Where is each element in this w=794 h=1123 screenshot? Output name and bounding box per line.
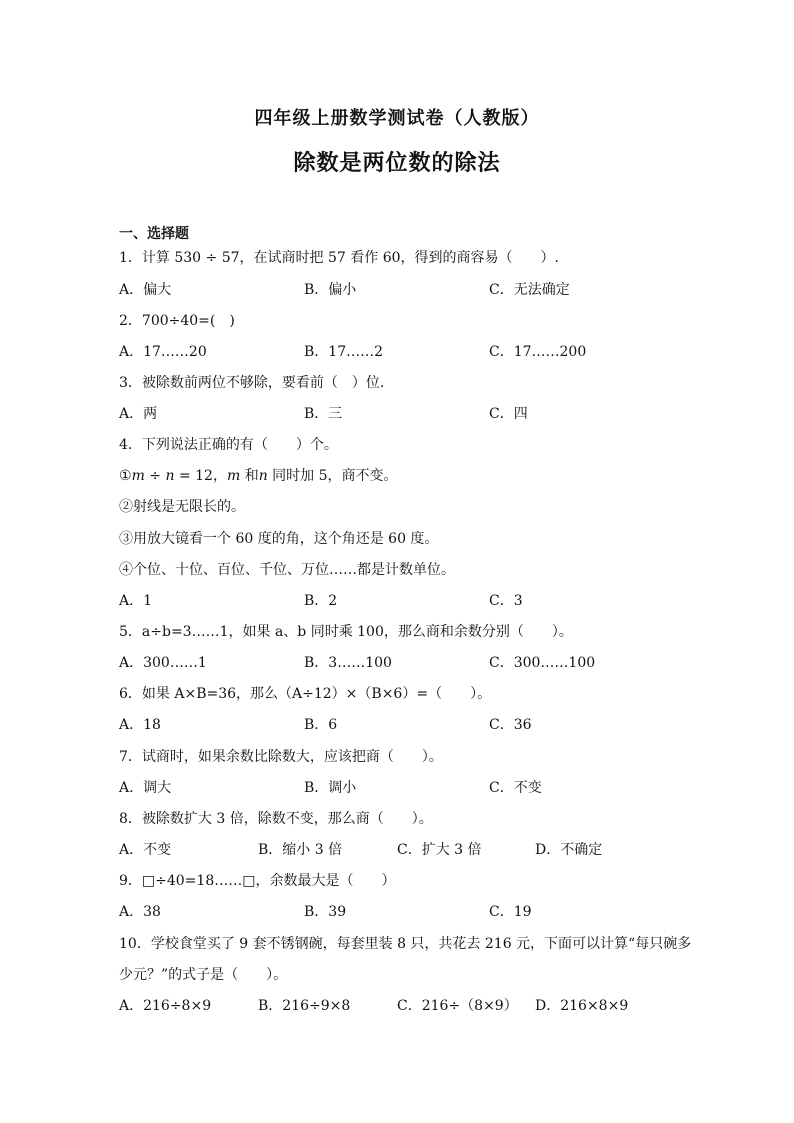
q10-option-d: D．216×8×9 bbox=[535, 998, 629, 1014]
q4-s1-var-n2: n bbox=[258, 468, 268, 484]
question-4: 4．下列说法正确的有（ ）个。 bbox=[119, 437, 338, 453]
q4-statement-4: ④个位、十位、百位、千位、万位……都是计数单位。 bbox=[119, 562, 455, 578]
q6-option-c: C．36 bbox=[489, 717, 532, 733]
q4-statement-3: ③用放大镜看一个 60 度的角，这个角还是 60 度。 bbox=[119, 531, 439, 547]
question-6: 6．如果 A×B=36，那么（A÷12）×（B×6）=（ ）。 bbox=[119, 686, 492, 702]
question-3: 3．被除数前两位不够除，要看前（ ）位. bbox=[119, 375, 385, 391]
q4-option-a: A．1 bbox=[119, 593, 153, 609]
q9-option-c: C．19 bbox=[489, 904, 532, 920]
q8-option-b: B．缩小 3 倍 bbox=[258, 842, 343, 858]
section-heading: 一、选择题 bbox=[119, 226, 189, 242]
exam-title: 四年级上册数学测试卷（人教版） bbox=[254, 108, 540, 129]
q3-option-c: C．四 bbox=[489, 406, 528, 422]
q9-option-a: A．38 bbox=[119, 904, 161, 920]
q3-option-b: B．三 bbox=[304, 406, 343, 422]
q1-option-a: A．偏大 bbox=[119, 282, 172, 298]
q4-s1-prefix: ① bbox=[119, 468, 132, 484]
question-7: 7．试商时，如果余数比除数大，应该把商（ ）。 bbox=[119, 749, 443, 765]
q4-option-c: C．3 bbox=[489, 593, 523, 609]
q10-option-b: B．216÷9×8 bbox=[258, 998, 351, 1014]
q5-option-a: A．300……1 bbox=[119, 655, 207, 671]
q4-option-b: B．2 bbox=[304, 593, 338, 609]
q4-s1-tail: 同时加 5，商不变。 bbox=[267, 468, 398, 484]
q3-option-a: A．两 bbox=[119, 406, 158, 422]
q5-option-b: B．3……100 bbox=[304, 655, 392, 671]
q2-option-c: C．17……200 bbox=[489, 344, 587, 360]
q2-option-b: B．17……2 bbox=[304, 344, 384, 360]
q7-option-c: C．不变 bbox=[489, 780, 542, 796]
question-10-line-2: 少元？”的式子是（ ）。 bbox=[119, 967, 288, 983]
exam-subtitle: 除数是两位数的除法 bbox=[293, 150, 501, 176]
q4-s1-var-m: m bbox=[131, 468, 145, 484]
q6-option-a: A．18 bbox=[119, 717, 161, 733]
q8-option-d: D．不确定 bbox=[535, 842, 603, 858]
q7-option-b: B．调小 bbox=[304, 780, 357, 796]
q8-option-a: A．不变 bbox=[119, 842, 172, 858]
q1-option-c: C．无法确定 bbox=[489, 282, 570, 298]
q10-option-c: C．216÷（8×9） bbox=[397, 998, 518, 1014]
q8-option-c: C．扩大 3 倍 bbox=[397, 842, 482, 858]
q6-option-b: B．6 bbox=[304, 717, 338, 733]
question-2: 2．700÷40=( ) bbox=[119, 313, 235, 329]
question-10-line-1: 10．学校食堂买了 9 套不锈钢碗，每套里装 8 只，共花去 216 元，下面可以计算“每只碗多 bbox=[119, 936, 692, 952]
q9-option-b: B．39 bbox=[304, 904, 347, 920]
question-5: 5．a÷b=3……1，如果 a、b 同时乘 100，那么商和余数分别（ ）。 bbox=[119, 624, 573, 640]
q5-option-c: C．300……100 bbox=[489, 655, 596, 671]
q2-option-a: A．17……20 bbox=[119, 344, 207, 360]
q4-statement-1 bbox=[119, 467, 398, 485]
q4-s1-var-m2: m bbox=[226, 468, 241, 484]
q4-statement-2: ②射线是无限长的。 bbox=[119, 499, 245, 515]
q4-s1-var-n: n bbox=[165, 468, 175, 484]
q1-option-b: B．偏小 bbox=[304, 282, 357, 298]
q4-s1-and: 和 bbox=[240, 468, 259, 484]
question-8: 8．被除数扩大 3 倍，除数不变，那么商（ ）。 bbox=[119, 811, 433, 827]
q10-option-a: A．216÷8×9 bbox=[119, 998, 212, 1014]
question-9: 9．□÷40=18……□，余数最大是（ ） bbox=[119, 873, 396, 889]
q7-option-a: A．调大 bbox=[119, 780, 172, 796]
question-1: 1．计算 530 ÷ 57，在试商时把 57 看作 60，得到的商容易（ ）. bbox=[119, 250, 559, 266]
q4-s1-equals: = 12， bbox=[174, 468, 227, 484]
q4-s1-divide: ÷ bbox=[144, 468, 166, 484]
